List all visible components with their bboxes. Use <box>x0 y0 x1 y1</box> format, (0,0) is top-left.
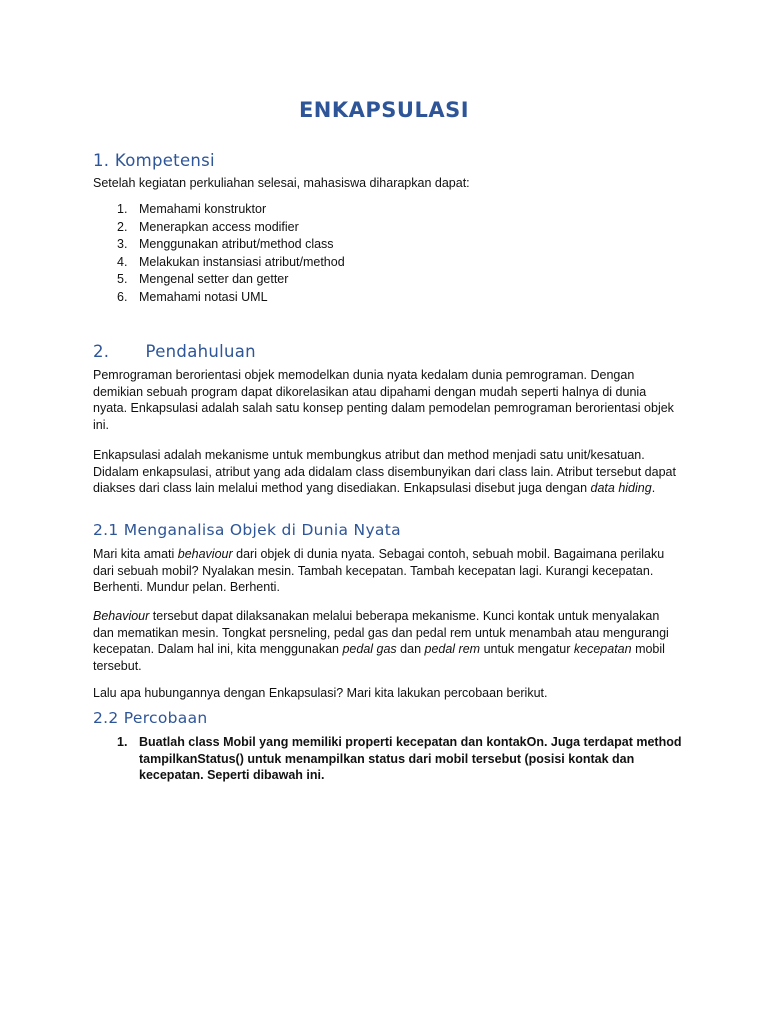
subsection-2-1-paragraph-2: Behaviour tersebut dapat dilaksanakan melalui beberapa mekanisme. Kunci kontak untuk menyalakan dan mematikan mesin. Tongkat persneling, pedal gas dan pedal rem untuk menambah atau mengurangi kecepatan. Dalam hal ini, kita menggunakan pedal gas dan pedal rem untuk mengatur kecepatan mobil tersebut. <box>93 609 669 673</box>
kompetensi-intro: Setelah kegiatan perkuliahan selesai, mahasiswa diharapkan dapat: <box>93 176 470 190</box>
subsection-heading-2-2: 2.2 Percobaan <box>93 709 208 727</box>
subsection-heading-2-1: 2.1 Menganalisa Objek di Dunia Nyata <box>93 521 401 539</box>
section-number: 1. <box>93 151 110 170</box>
section-title: Pendahuluan <box>145 342 256 361</box>
pendahuluan-paragraph-2: Enkapsulasi adalah mekanisme untuk membungkus atribut dan method menjadi satu unit/kesatuan. Didalam enkapsulasi, atribut yang ada didalam class disembunyikan dari class lain. Atribut tersebut dapat diakses dari class lain melalui method yang disediakan. Enkapsulasi disebut juga dengan data hiding. <box>93 448 676 495</box>
page-title: ENKAPSULASI <box>298 98 470 122</box>
kompetensi-list <box>93 201 345 307</box>
section-title: Kompetensi <box>114 151 215 170</box>
section-heading-kompetensi <box>93 151 215 170</box>
subsection-2-1-paragraph-1: Mari kita amati behaviour dari objek di dunia nyata. Sebagai contoh, sebuah mobil. Bagaimana perilaku dari sebuah mobil? Nyalakan mesin. Tambah kecepatan. Tambah kecepatan lagi. Kurangi kecepatan. Berhenti. Mundur pelan. Berhenti. <box>93 547 665 594</box>
section-heading-pendahuluan <box>93 342 256 361</box>
list-item: 1. Buatlah class Mobil yang memiliki properti kecepatan dan kontakOn. Juga terdapat method tampilkanStatus() untuk menampilkan status dari mobil tersebut (posisi kontak dan kecepatan. Seperti dibawah ini. <box>117 735 682 782</box>
list-item: 6. Memahami notasi UML <box>117 289 268 304</box>
subsection-2-1-paragraph-3: Lalu apa hubungannya dengan Enkapsulasi? Mari kita lakukan percobaan berikut. <box>93 686 548 700</box>
section-number: 2. <box>93 342 110 361</box>
percobaan-list <box>93 734 683 784</box>
list-item: 5. Mengenal setter dan getter <box>117 272 289 287</box>
list-item: 2. Menerapkan access modifier <box>117 219 299 234</box>
pendahuluan-paragraph-1: Pemrograman berorientasi objek memodelkan dunia nyata kedalam dunia pemrograman. Dengan demikian sebuah program dapat dikorelasikan atau dipahami dengan mudah seperti halnya di dunia nyata. Enkapsulasi adalah salah satu konsep penting dalam pemodelan pemrograman berorientasi objek ini. <box>93 368 674 432</box>
list-item: 4. Melakukan instansiasi atribut/method <box>117 254 345 269</box>
list-item: 1. Memahami konstruktor <box>117 202 267 216</box>
list-item: 3. Menggunakan atribut/method class <box>117 237 334 252</box>
